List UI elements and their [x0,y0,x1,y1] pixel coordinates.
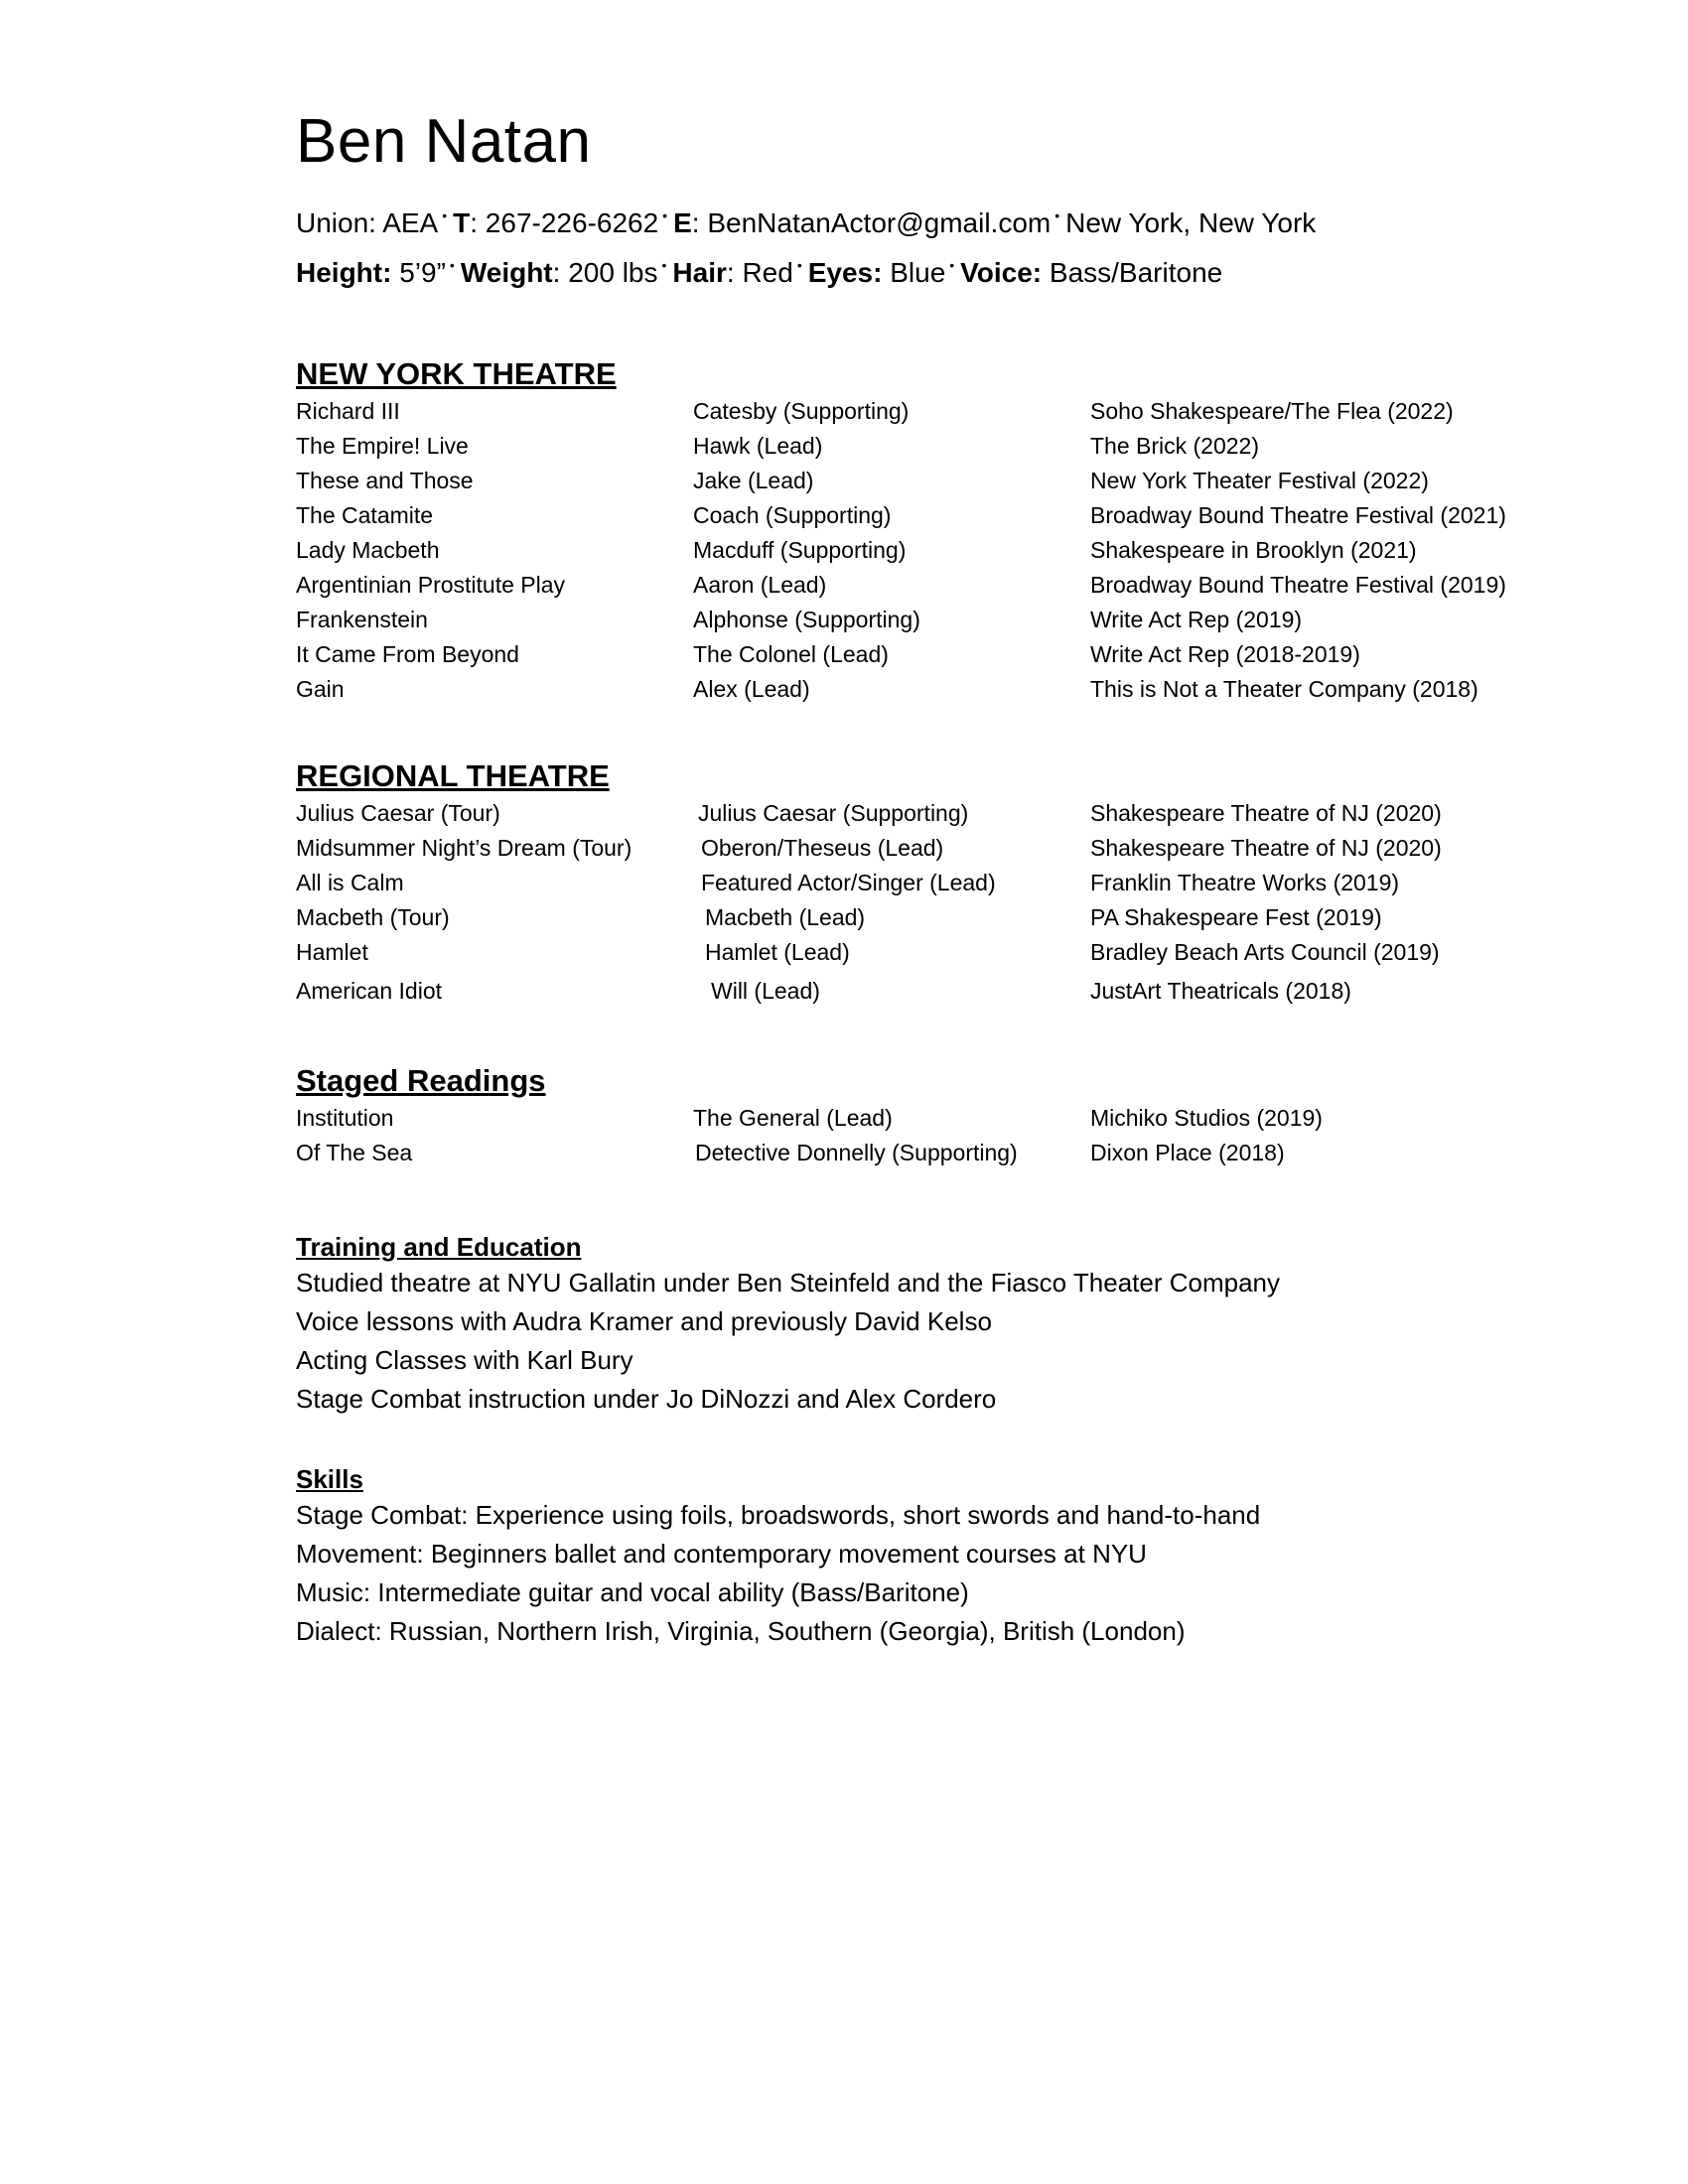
credits-table [296,1101,1587,1170]
union-label: Union [296,207,369,238]
show-title: Argentinian Prostitute Play [296,572,566,598]
weight-label: Weight [460,257,553,288]
voice-value: Bass/Baritone [1049,257,1223,288]
section-title: Staged Readings [296,1063,546,1098]
union-value: AEA [382,207,439,238]
email-label: E [673,207,692,238]
credit-row [296,1136,1587,1170]
venue: PA Shakespeare Fest (2019) [1090,904,1382,930]
role: Oberon/Theseus (Lead) [701,835,944,861]
show-title: These and Those [296,468,474,493]
role: Coach (Supporting) [693,502,892,528]
phone-label: T [453,207,471,238]
role: Macduff (Supporting) [693,537,907,563]
list-item: Studied theatre at NYU Gallatin under Ben Steinfeld and the Fiasco Theater Company [296,1268,1280,1297]
credit-row [296,672,1587,707]
show-title: Hamlet [296,939,368,965]
role: Julius Caesar (Supporting) [698,800,969,826]
credit-row [296,464,1587,498]
role: Alex (Lead) [693,676,810,702]
show-title: American Idiot [296,978,443,1004]
show-title: Julius Caesar (Tour) [296,800,500,826]
credit-row [296,974,1587,1009]
section-title: REGIONAL THEATRE [296,758,610,793]
section-new-york-theatre [296,354,1587,707]
venue: Michiko Studios (2019) [1090,1105,1323,1131]
role: Catesby (Supporting) [693,398,910,424]
credit-row [296,1101,1587,1136]
eyes-label: Eyes: [807,257,883,288]
location-value: New York, New York [1065,207,1317,238]
hair-label: Hair [672,257,727,288]
venue: Broadway Bound Theatre Festival (2021) [1090,502,1506,528]
voice-label: Voice: [960,257,1043,288]
credit-row [296,831,1587,866]
section-title: Training and Education [296,1232,582,1262]
show-title: Lady Macbeth [296,537,440,563]
list-item: Stage Combat: Experience using foils, broadswords, short swords and hand-to-hand [296,1500,1261,1530]
role: The Colonel (Lead) [693,641,889,667]
section-title: Skills [296,1464,363,1494]
credit-row [296,603,1587,637]
section-skills [296,1462,1587,1651]
section-training [296,1230,1587,1419]
show-title: It Came From Beyond [296,641,519,667]
show-title: Richard III [296,398,400,424]
eyes-value: Blue [890,257,946,288]
credit-row [296,935,1587,970]
section-regional-theatre [296,756,1587,1009]
venue: Dixon Place (2018) [1090,1140,1285,1165]
stats-line: Height: 5’9” • Weight: 200 lbs • Hair: Red • Eyes: Blue • Voice: Bass/Baritone [296,257,1223,288]
phone-value[interactable]: 267-226-6262 [485,207,659,238]
weight-value: 200 lbs [568,257,658,288]
list-item: Acting Classes with Karl Bury [296,1345,633,1375]
show-title: Frankenstein [296,607,428,632]
section-staged-readings [296,1061,1587,1170]
separator-dot: • [796,257,802,273]
email-value[interactable]: BenNatanActor@gmail.com [707,207,1052,238]
list-item: Music: Intermediate guitar and vocal ability (Bass/Baritone) [296,1577,969,1607]
credits-table [296,394,1587,707]
show-title: All is Calm [296,870,404,895]
show-title: Midsummer Night’s Dream (Tour) [296,835,633,861]
contact-block [296,195,1587,294]
venue: The Brick (2022) [1090,433,1260,459]
hair-value: Red [742,257,793,288]
role: Hamlet (Lead) [705,939,850,965]
show-title: The Empire! Live [296,433,469,459]
venue: Shakespeare Theatre of NJ (2020) [1090,800,1442,826]
venue: Soho Shakespeare/The Flea (2022) [1090,398,1454,424]
show-title: The Catamite [296,502,434,528]
credit-row [296,429,1587,464]
list-item: Voice lessons with Audra Kramer and previously David Kelso [296,1306,992,1336]
role: Jake (Lead) [693,468,814,493]
venue: Broadway Bound Theatre Festival (2019) [1090,572,1506,598]
show-title: Of The Sea [296,1140,413,1165]
list-item: Dialect: Russian, Northern Irish, Virginia, Southern (Georgia), British (London) [296,1616,1186,1646]
role: Aaron (Lead) [693,572,827,598]
venue: This is Not a Theater Company (2018) [1090,676,1478,702]
show-title: Macbeth (Tour) [296,904,450,930]
actor-name: Ben Natan [296,107,592,176]
credit-row [296,637,1587,672]
credits-table [296,796,1587,1009]
credit-row [296,866,1587,900]
venue: Franklin Theatre Works (2019) [1090,870,1400,895]
training-list [296,1264,1587,1419]
separator-dot: • [449,257,455,273]
height-label: Height: [296,257,392,288]
venue: Write Act Rep (2019) [1090,607,1303,632]
role: Hawk (Lead) [693,433,823,459]
venue: New York Theater Festival (2022) [1090,468,1429,493]
role: The General (Lead) [693,1105,893,1131]
credit-row [296,394,1587,429]
section-title: NEW YORK THEATRE [296,356,617,391]
venue: JustArt Theatricals (2018) [1090,978,1351,1004]
role: Will (Lead) [711,978,820,1004]
separator-dot: • [661,257,667,273]
list-item: Movement: Beginners ballet and contemporary movement courses at NYU [296,1539,1147,1569]
contact-line: Union: AEA • T: 267-226-6262 • E: BenNatanActor@gmail.com • New York, New York [296,207,1317,238]
venue: Shakespeare Theatre of NJ (2020) [1090,835,1442,861]
show-title: Gain [296,676,345,702]
credit-row [296,900,1587,935]
role: Featured Actor/Singer (Lead) [701,870,996,895]
list-item: Stage Combat instruction under Jo DiNozzi and Alex Cordero [296,1384,997,1414]
credit-row [296,533,1587,568]
show-title: Institution [296,1105,394,1131]
credit-row [296,796,1587,831]
separator-dot: • [1055,207,1060,223]
credit-row [296,498,1587,533]
separator-dot: • [662,207,668,223]
resume-page [296,99,1587,1646]
venue: Shakespeare in Brooklyn (2021) [1090,537,1417,563]
role: Macbeth (Lead) [705,904,866,930]
separator-dot: • [442,207,448,223]
separator-dot: • [949,257,955,273]
role: Detective Donnelly (Supporting) [695,1140,1018,1165]
credit-row [296,568,1587,603]
height-value: 5’9” [399,257,446,288]
role: Alphonse (Supporting) [693,607,920,632]
venue: Write Act Rep (2018-2019) [1090,641,1360,667]
venue: Bradley Beach Arts Council (2019) [1090,939,1440,965]
skills-list [296,1496,1587,1651]
